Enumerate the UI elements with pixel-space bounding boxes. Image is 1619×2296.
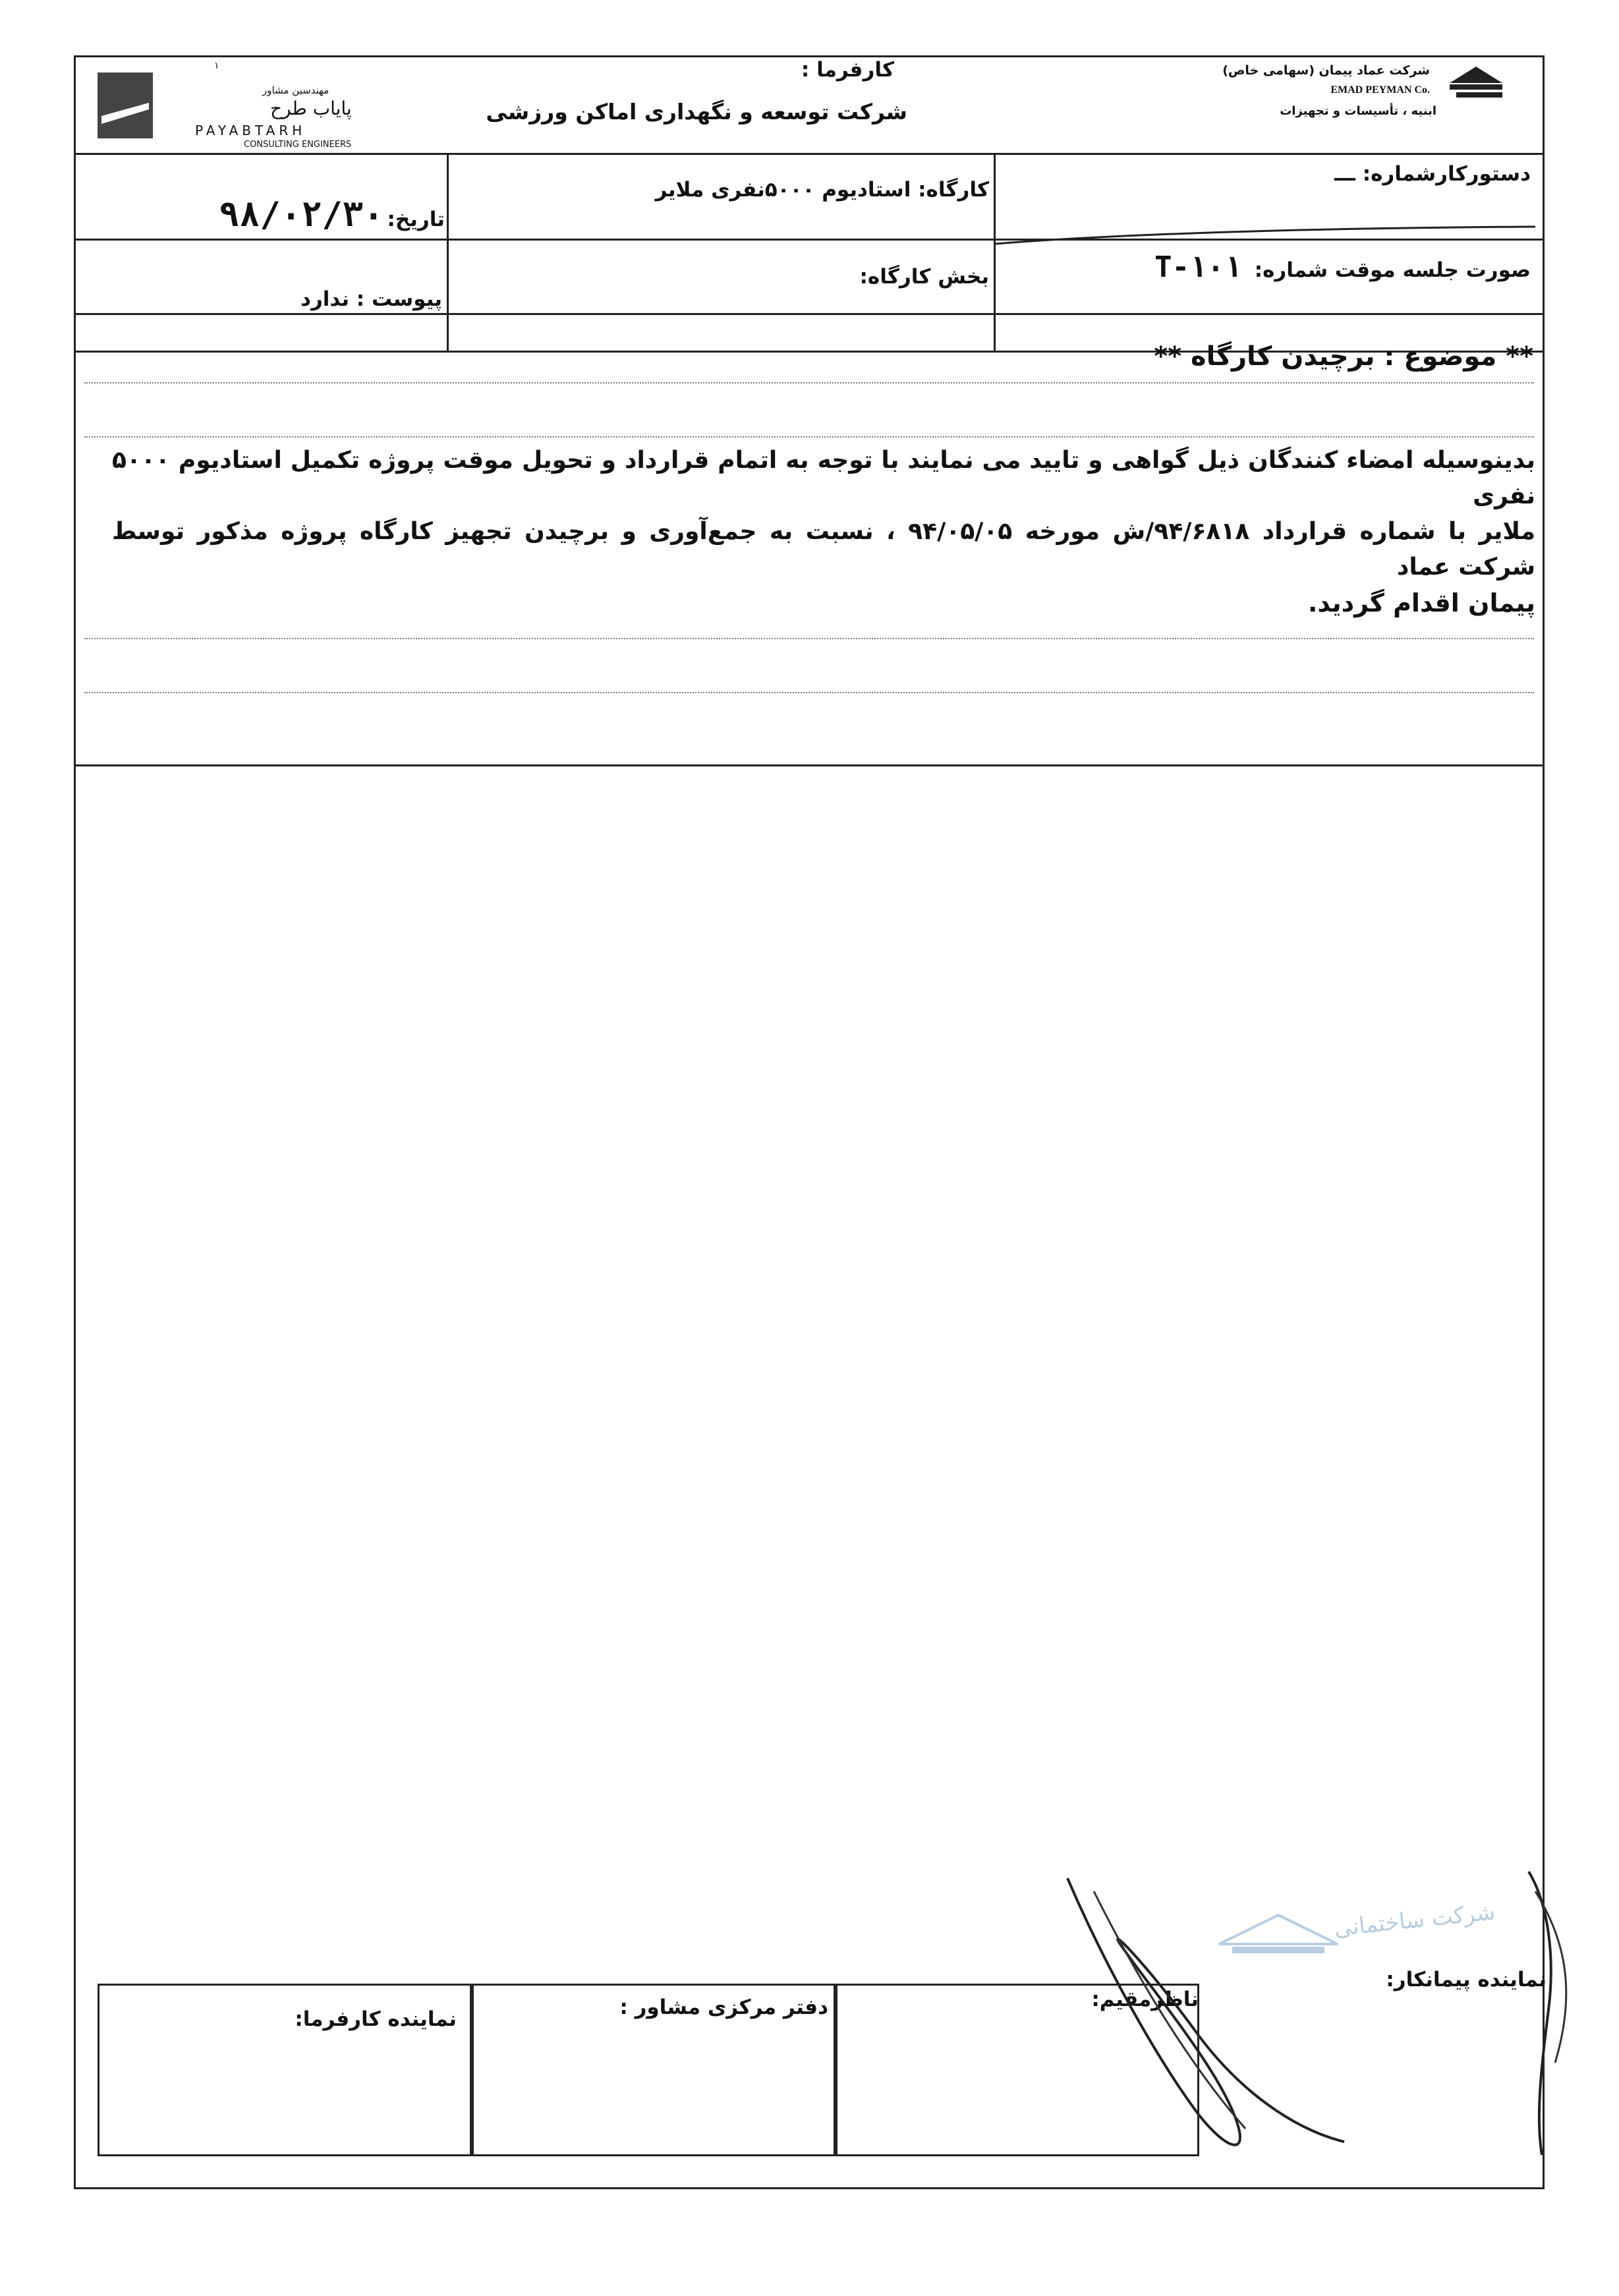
row2-bottom-rule: [74, 313, 1545, 315]
stamp-text: شرکت ساختمانی: [1333, 1899, 1497, 1942]
contractor-tagline: ابنیه ، تأسیسات و تجهیزات: [1280, 104, 1436, 118]
contractor-logo: [1133, 63, 1529, 142]
minutes-label: صورت جلسه موقت شماره:: [1254, 258, 1531, 282]
consultant-name-fa: پایاب طرح: [270, 98, 352, 119]
contractor-rep-label: نماینده پیمانکار:: [1386, 1968, 1547, 1992]
handwritten-stroke: [995, 224, 1542, 250]
consultant-name-en: PAYABTARH: [195, 123, 306, 138]
minutes-value: T-۱۰۱: [1154, 250, 1242, 284]
date-label: تاریخ:: [387, 208, 445, 231]
body-line: پیمان اقدام گردید.: [1307, 588, 1535, 617]
info-divider-right: [994, 153, 996, 351]
body-line: بدینوسیله امضاء کنندگان ذیل گواهی و تایید می نمایند با توجه به اتمام قرارداد و تحویل موقت پروژه تکمیل استادیوم ۵۰۰۰ نفری: [112, 447, 1535, 509]
attachment-label: پیوست : ندارد: [300, 287, 442, 311]
consultant-subtitle: CONSULTING ENGINEERS: [244, 140, 352, 150]
consultant-page-mark: ۱: [214, 61, 219, 71]
signature-scribble: [1028, 1865, 1619, 2181]
resident-supervisor-label: ناظرمقیم:: [1091, 1988, 1199, 2011]
body-bottom-rule: [74, 764, 1545, 766]
contractor-logo-mark: [1436, 63, 1529, 103]
site-section-label: بخش کارگاه:: [859, 265, 989, 289]
work-order-label: دستورکارشماره: ـــ: [1334, 162, 1531, 186]
consultant-logo: [92, 63, 382, 149]
header-bottom-rule: [74, 153, 1545, 155]
contractor-name-en: EMAD PEYMAN Co.: [1330, 84, 1430, 96]
info-divider-left: [447, 153, 449, 351]
date-field: [219, 195, 445, 235]
site-label: کارگاه: استادیوم ۵۰۰۰نفری ملایر: [655, 178, 989, 202]
consultant-logo-mark: [92, 63, 158, 142]
guide-line: [84, 436, 1534, 438]
guide-line: [84, 692, 1534, 693]
body-line: ملایر با شماره قرارداد ۹۴/۶۸۱۸/ش مورخه ۹۴/۰۵/۰۵ ، نسبت به جمع‌آوری و برچیدن تجهیز کارگاه پروژه مذکور توسط شرکت عماد: [112, 518, 1535, 581]
body-paragraph: [112, 443, 1535, 621]
consultant-caption: مهندسین مشاور: [262, 84, 329, 96]
employer-rep-label: نماینده کارفرما:: [295, 2007, 457, 2031]
guide-line: [84, 638, 1534, 639]
consultant-office-label: دفتر مرکزی مشاور :: [619, 1995, 828, 2019]
subject-heading: ** موضوع : برچیدن کارگاه **: [1154, 341, 1533, 372]
contractor-name-fa: شرکت عماد پیمان (سهامی خاص): [1222, 63, 1430, 78]
employer-name: شرکت توسعه و نگهداری اماکن ورزشی: [486, 99, 907, 125]
employer-label: کارفرما :: [801, 58, 894, 82]
guide-line: [84, 382, 1534, 384]
date-value: ۹۸/۰۲/۳۰: [218, 195, 384, 235]
minutes-field: [1154, 250, 1531, 284]
